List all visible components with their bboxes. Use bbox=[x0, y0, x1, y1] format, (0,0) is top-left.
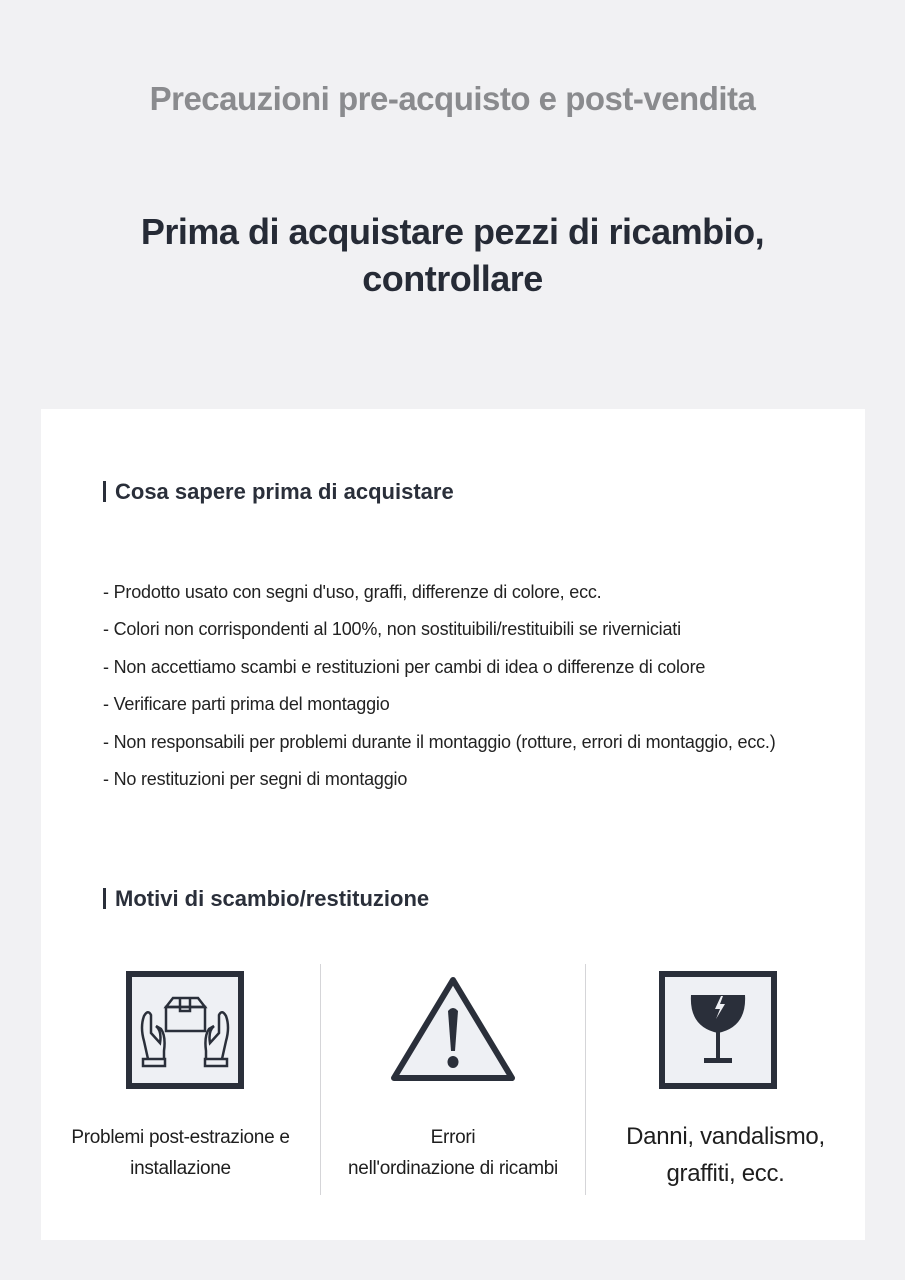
reason-caption bbox=[41, 1122, 320, 1184]
list-item: - Non responsabili per problemi durante il montaggio (rotture, errori di montaggio, ecc.) bbox=[103, 731, 776, 752]
section-title-before-purchase bbox=[103, 479, 454, 505]
section-title-return-reasons bbox=[103, 886, 429, 912]
precautions-list bbox=[103, 574, 776, 798]
list-item: - Non accettiamo scambi e restituzioni per cambi di idea o differenze di colore bbox=[103, 656, 706, 677]
reason-caption bbox=[586, 1118, 865, 1192]
heading-line-2: controllare bbox=[362, 258, 543, 299]
main-heading bbox=[0, 208, 905, 302]
reason-item bbox=[321, 964, 585, 1195]
info-card bbox=[41, 409, 865, 1240]
warning-icon bbox=[389, 975, 517, 1083]
section-bar bbox=[103, 481, 106, 502]
section-bar bbox=[103, 888, 106, 909]
heading-line-1: Prima di acquistare pezzi di ricambio, bbox=[140, 211, 765, 252]
caption-line: Problemi post-estrazione e bbox=[71, 1127, 290, 1148]
reason-item bbox=[41, 964, 320, 1195]
section-title-text: Motivi di scambio/restituzione bbox=[115, 886, 430, 911]
list-item: - Prodotto usato con segni d'uso, graffi, differenze di colore, ecc. bbox=[103, 582, 602, 602]
list-item: - No restituzioni per segni di montaggio bbox=[103, 769, 408, 790]
caption-line: Errori bbox=[430, 1127, 476, 1148]
list-item: - Colori non corrispondenti al 100%, non sostituibili/restituibili se riverniciati bbox=[103, 619, 681, 640]
list-item: - Verificare parti prima del montaggio bbox=[103, 694, 390, 715]
caption-line: graffiti, ecc. bbox=[666, 1160, 785, 1187]
page-title: Precauzioni pre-acquisto e post-vendita bbox=[149, 80, 756, 117]
caption-line: Danni, vandalismo, bbox=[626, 1123, 825, 1150]
reason-item bbox=[586, 964, 865, 1195]
fragile-glass-icon bbox=[659, 971, 777, 1089]
section-title-text: Cosa sapere prima di acquistare bbox=[115, 479, 454, 504]
hands-box-icon bbox=[126, 971, 244, 1089]
reason-caption bbox=[321, 1122, 585, 1184]
caption-line: nell'ordinazione di ricambi bbox=[348, 1158, 558, 1179]
caption-line: installazione bbox=[130, 1158, 231, 1179]
